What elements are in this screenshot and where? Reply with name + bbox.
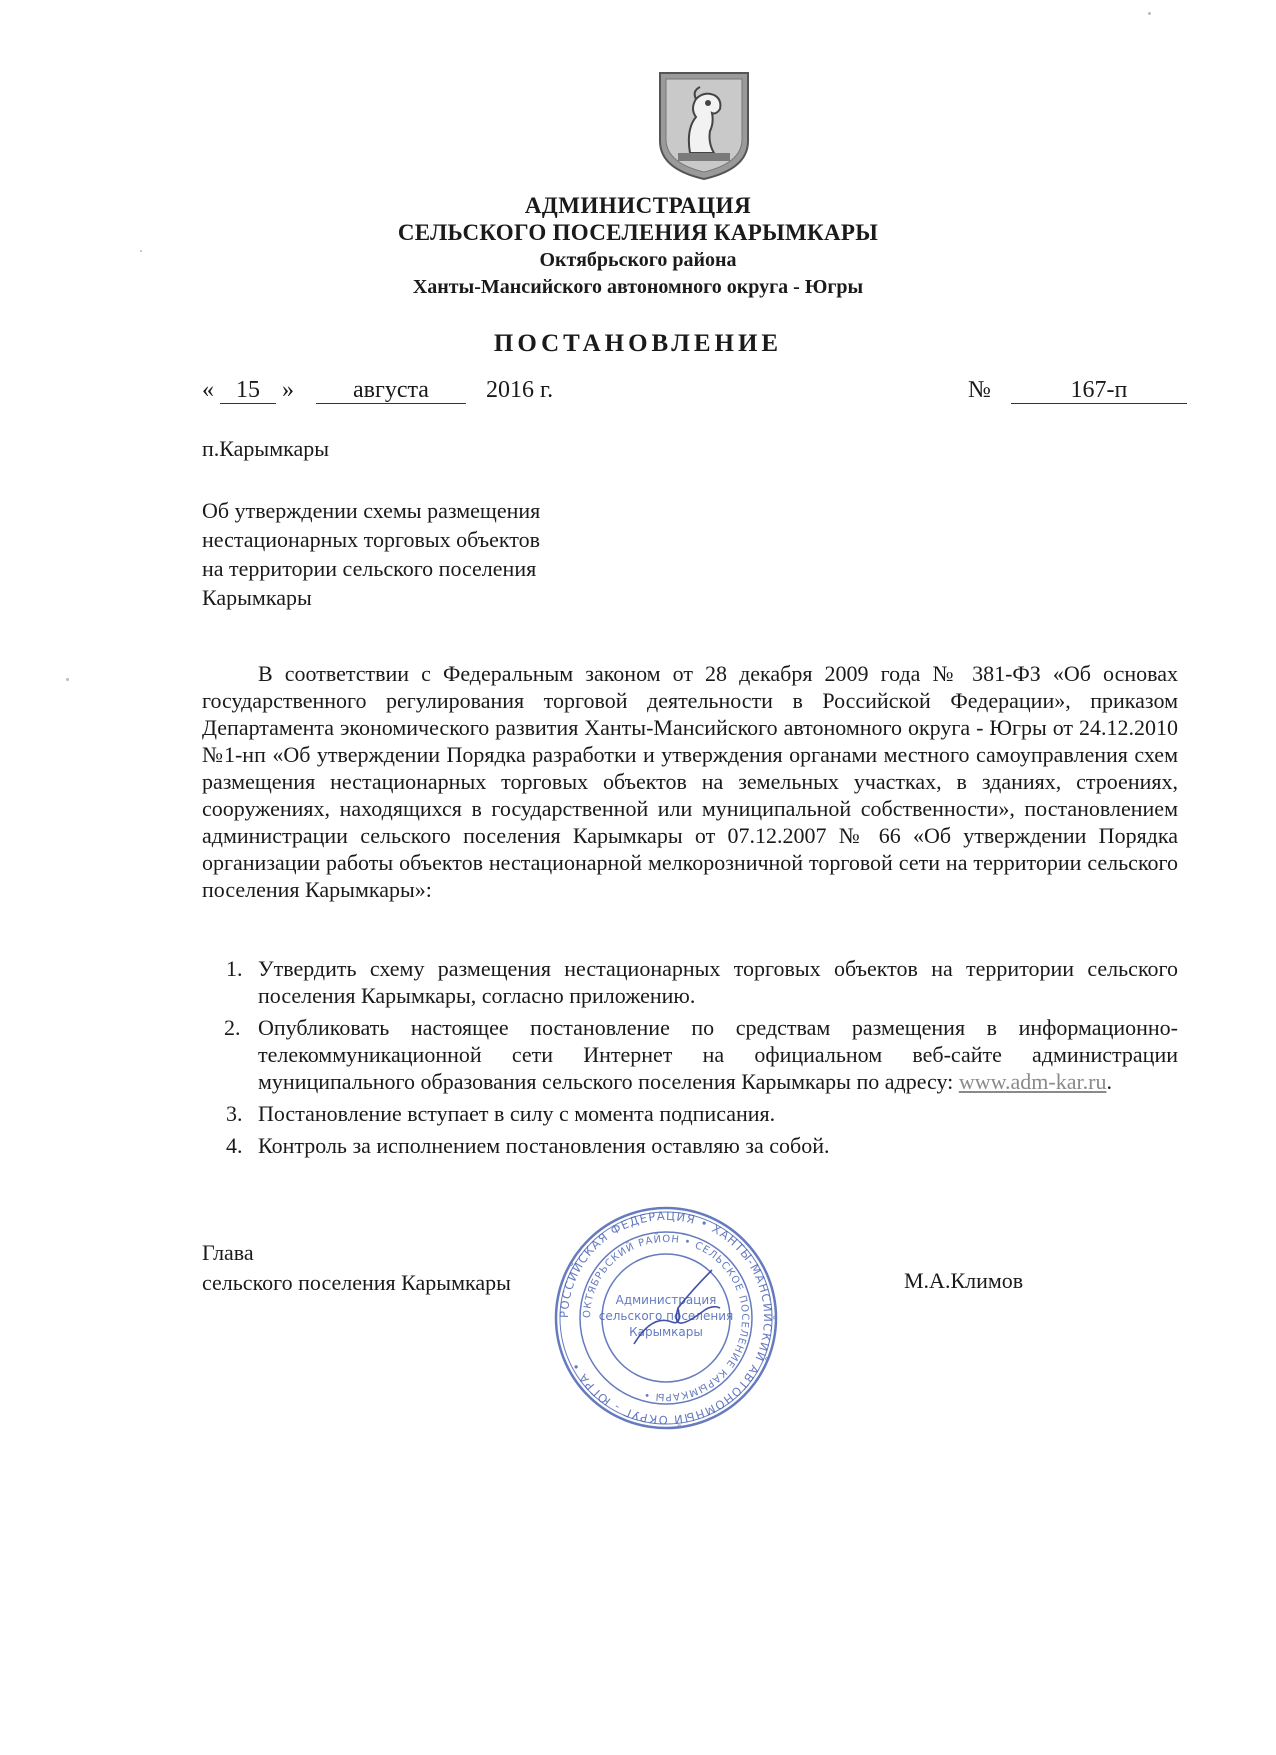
list-item-number: 4. [226, 1133, 243, 1158]
header-line-4: Ханты-Мансийского автономного округа - Югры [412, 276, 864, 298]
list-item-text: Постановление вступает в силу с момента подписания. [258, 1101, 776, 1126]
subject [202, 496, 622, 612]
date-month: августа [316, 377, 466, 404]
scan-speck [140, 250, 142, 252]
header-line-2: СЕЛЬСКОГО ПОСЕЛЕНИЯ КАРЫМКАРЫ [397, 220, 879, 245]
signatory-title-line: сельского поселения Карымкары [202, 1270, 511, 1295]
place: п.Карымкары [202, 436, 330, 461]
date-close-quote: » [282, 377, 294, 403]
header-line-3: Октябрьского района [539, 249, 737, 271]
scan-speck [66, 678, 69, 681]
seal-outer-text: РОССИЙСКАЯ ФЕДЕРАЦИЯ • ХАНТЫ-МАНСИЙСКИЙ АВТОНОМНЫЙ ОКРУГ - ЮГРА • [556, 1208, 776, 1428]
website-link[interactable]: www.adm-kar.ru [958, 1069, 1107, 1094]
signatory-name: М.А.Климов [904, 1268, 1024, 1293]
document-type: ПОСТАНОВЛЕНИЕ [493, 330, 783, 357]
list-item [202, 1132, 1178, 1159]
number-value: 167-п [1011, 377, 1187, 404]
list-item-text: Утвердить схему размещения нестационарных торговых объектов на территории сельского поселения Карымкары, согласно приложению. [258, 956, 1178, 1008]
date-field [202, 377, 553, 404]
list-item [202, 1014, 1178, 1095]
date-day: 15 [220, 377, 276, 404]
number-label: № [968, 377, 991, 403]
list-item-text: Контроль за исполнением постановления оставляю за собой. [258, 1133, 830, 1158]
list-item-text: Опубликовать настоящее постановление по средствам размещения в информационно-телекоммуникационной сети Интернет на официальном веб-сайте администрации муниципального образования сельского поселения Карымкары по адресу: [258, 1015, 1178, 1094]
date-year: 2016 г. [486, 377, 554, 403]
signatory-title [202, 1238, 511, 1298]
subject-line: Об утверждении схемы размещения [202, 498, 541, 523]
scan-speck [1148, 12, 1151, 15]
list-item-tail: . [1106, 1069, 1112, 1094]
signatory-title-line: Глава [202, 1240, 254, 1265]
date-open-quote: « [202, 377, 214, 403]
seal-center-line-1: Администрация [615, 1293, 717, 1307]
official-seal-icon [552, 1204, 780, 1432]
document-number [968, 377, 1187, 404]
list-item [202, 955, 1178, 1009]
coat-of-arms-icon [656, 69, 752, 183]
list-item [202, 1100, 1178, 1127]
header-line-1: АДМИНИСТРАЦИЯ [524, 193, 752, 218]
subject-line: на территории сельского поселения [202, 556, 537, 581]
subject-line: нестационарных торговых объектов [202, 527, 541, 552]
preamble: В соответствии с Федеральным законом от 28 декабря 2009 года № 381-ФЗ «Об основах государственного регулирования торговой деятельности в Российской Федерации», приказом Департамента экономического развития Ханты-Мансийского автономного округа - Югры от 24.12.2010 №1-нп «Об утверждении Порядка разработки и утверждения органами местного самоуправления схем размещения нестационарных торговых объектов на земельных участках, в зданиях, строениях, сооружениях, находящихся в государственной или муниципальной собственности», постановлением администрации сельского поселения Карымкары от 07.12.2007 № 66 «Об утверждении Порядка организации работы объектов нестационарной мелкорозничной торговой сети на территории сельского поселения Карымкары»: [202, 661, 1178, 902]
seal-inner-text: ОКТЯБРЬСКИЙ РАЙОН • СЕЛЬСКОЕ ПОСЕЛЕНИЕ КАРЫМКАРЫ • [581, 1233, 751, 1403]
list-item-number: 3. [226, 1101, 243, 1126]
subject-line: Карымкары [202, 585, 312, 610]
list-item-number: 2. [224, 1015, 241, 1040]
seal-center-line-2: сельского поселения [598, 1309, 734, 1323]
list-item-number: 1. [226, 956, 243, 981]
decision-list [202, 955, 1178, 1164]
seal-center-line-3: Карымкары [629, 1325, 703, 1339]
